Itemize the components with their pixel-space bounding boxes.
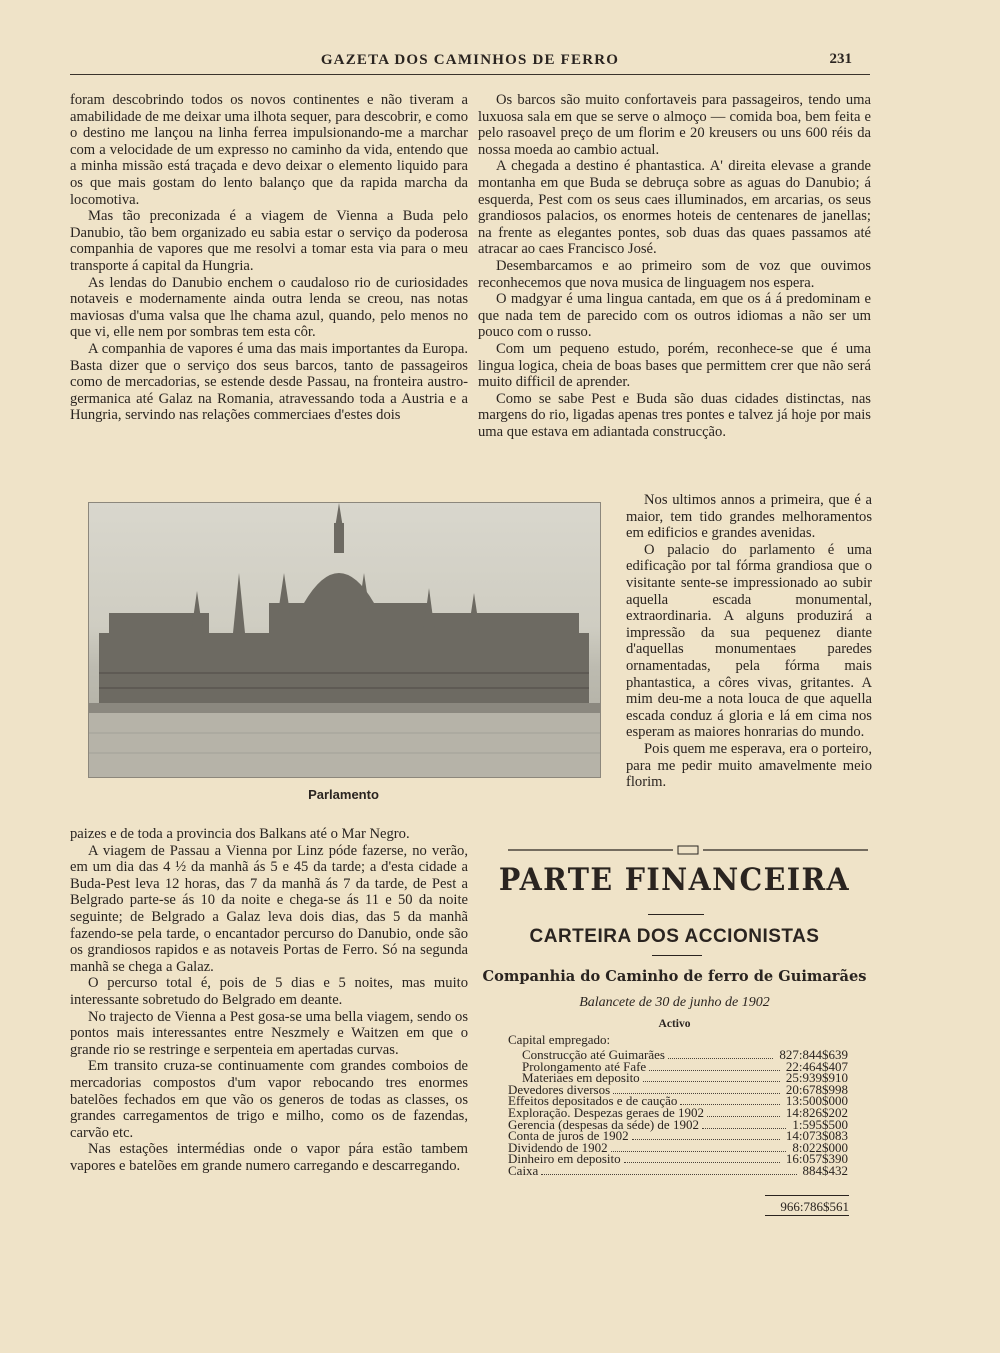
- dotted-leader: [611, 1151, 786, 1152]
- dotted-leader: [632, 1139, 780, 1140]
- row-label: Devedores diversos: [508, 1081, 611, 1097]
- dotted-leader: [707, 1116, 780, 1117]
- divider: [652, 955, 702, 956]
- column-left-bottom: [70, 826, 468, 1174]
- paragraph: Desembarcamos e ao primeiro som de voz que ouvimos reconhecemos que nova musica de linguagem nos espera.: [478, 257, 871, 291]
- row-label: Effeitos depositados e de caução: [508, 1093, 678, 1109]
- paragraph: Com um pequeno estudo, porém, reconhece-se que é uma lingua logica, cheia de boas bases que permittem crer que não será muito difficil de aprender.: [478, 340, 871, 391]
- paragraph: Mas tão preconizada é a viagem de Vienna a Buda pelo Danubio, tão bem organizado eu sabia estar o serviço da poderosa companhia de vapores que me resolvi a tomar esta via para o meu transporte á capital da Hungria.: [70, 208, 468, 274]
- paragraph: O palacio do parlamento é uma edificação por tal fórma grandiosa que o visitante sente-se impressionado ao subir aquella escada monumental, extraordinaria. A alguns produzirá a impressão da sua pequenez diante d'aquellas monumentaes paredes ornamentadas, pela fórma mais phantastica, a côres vivas, gritantes. A mim deu-me a nota louca de que aquella escada conduz á gloria e lá em cima nos esperam as maiores honrarias do mundo.: [626, 541, 872, 741]
- paragraph: No trajecto de Vienna a Pest gosa-se uma bella viagem, sendo os pontos mais interessantes entre Neszmely e Waitzen em que o grande rio se restringe e serpenteia em apertadas curvas.: [70, 1008, 468, 1058]
- row-value: 14:826$202: [785, 1104, 848, 1120]
- company-name: Companhia do Caminho de ferro de Guimarães: [482, 968, 867, 985]
- paragraph: A viagem de Passau a Vienna por Linz póde fazerse, no verão, em um dia das 4 ½ da manhã ás 5 e 45 da tarde; a d'esta cidade a Buda-Pest leva 12 horas, das 7 da manhã ás 7 da tarde, de Pest a Belgrado parte-se ás 10 da noite e chega-se ás 11 e 50 da noite seguinte; de Belgrado a Galaz leva dois dias, das 5 da manhã fazendo-se pela tarde, o encantador percurso do Danubio, onde são os grandiosos rapidos e as notaveis Portas de Ferro. Só na segunda manhã se chega a Galaz.: [70, 842, 468, 975]
- row-value: 16:057$390: [785, 1151, 848, 1167]
- column-right-top: [478, 92, 871, 440]
- row-label: Dinheiro em deposito: [508, 1151, 621, 1167]
- paragraph: A chegada a destino é phantastica. A' direita elevase a grande montanha em que Buda se debruça sobre as aguas do Danubio; á esquerda, Pest com os seus caes illuminados, em arcarias, os seus grandiosos palacios, os enormes hoteis de centenares de janellas; na frente as elegantes pontes, sob duas das quaes passamos até atracar ao caes Francisco José.: [478, 158, 871, 258]
- row-value: 884$432: [802, 1162, 848, 1178]
- paragraph: O madgyar é uma lingua cantada, em que os á á predominam e que nada tem de parecido com os outros idiomas a não ser um pouco com o russo.: [478, 291, 871, 341]
- paragraph: Como se sabe Pest e Buda são duas cidades distinctas, nas margens do rio, ligadas apenas tres pontes e talvez já hoje por mais uma que estava em adiantada construcção.: [478, 390, 871, 440]
- capital-heading: Capital empregado:: [508, 1032, 611, 1047]
- publication-title: GAZETA DOS CAMINHOS DE FERRO: [320, 52, 620, 68]
- paragraph: Os barcos são muito confortaveis para passageiros, tendo uma luxuosa sala em que se serve o almoço — comida boa, bem feita e pelo rasoavel preço de um florim e 20 kreusers ou uns 600 réis da nossa moeda ao cambio actual.: [478, 92, 871, 158]
- row-value: 827:844$639: [779, 1047, 848, 1062]
- row-value: 13:500$000: [785, 1093, 848, 1109]
- row-label: Conta de juros de 1902: [508, 1128, 629, 1144]
- row-value: 22:464$407: [785, 1058, 848, 1074]
- balance-date: Balancete de 30 de junho de 1902: [579, 995, 770, 1010]
- row-label: Materiaes em deposito: [522, 1070, 640, 1086]
- divider: [765, 1215, 849, 1216]
- page-number: 231: [829, 51, 852, 67]
- dotted-leader: [624, 1162, 780, 1163]
- row-label: Dividendo de 1902: [508, 1139, 608, 1155]
- figure-caption: Parlamento: [308, 787, 379, 802]
- parliament-illustration: [89, 503, 600, 777]
- column-left-top: [70, 92, 468, 424]
- dotted-leader: [668, 1058, 773, 1059]
- row-label: Prolongamento até Fafe: [522, 1058, 647, 1074]
- row-value: 1:595$500: [792, 1116, 848, 1132]
- row-label: Gerencia (despesas da séde) de 1902: [508, 1116, 699, 1132]
- table-row: [508, 1162, 848, 1178]
- row-value: 20:678$998: [785, 1081, 848, 1097]
- dotted-leader: [643, 1081, 780, 1082]
- row-value: 25:939$910: [785, 1070, 848, 1086]
- row-label: Caixa: [508, 1162, 539, 1178]
- row-label: Exploração. Despezas geraes de 1902: [508, 1104, 704, 1120]
- page-header: [70, 50, 870, 75]
- divider: [648, 914, 704, 915]
- paragraph: Nos ultimos annos a primeira, que é a maior, tem tido grandes melhoramentos em edificios e grandes avenidas.: [626, 492, 872, 542]
- row-value: 8:022$000: [792, 1139, 848, 1155]
- section-title: PARTE FINANCEIRA: [498, 862, 851, 898]
- balance-total: 966:786$561: [780, 1199, 849, 1214]
- paragraph: A companhia de vapores é uma das mais importantes da Europa. Basta dizer que o serviço dos seus barcos, tanto de passageiros como de mercadorias, se estende desde Passau, na fronteira austro-germanica até Galaz na Romania, atravessando toda a Austria e a Hungria, servindo nas relações commerciaes d'estes dois: [70, 340, 468, 424]
- ornament-rule-icon: [508, 845, 868, 855]
- paragraph: Pois quem me esperava, era o porteiro, para me pedir muito amavelmente meio florim.: [626, 740, 872, 791]
- balance-table: [508, 1049, 848, 1177]
- paragraph: foram descobrindo todos os novos continentes e não tiveram a amabilidade de me deixar uma ilhota sequer, para descobrir, e como o destino me lançou na linha ferrea impulsionando-me a marchar com a velocidade de um expresso no caminho da vida, entendo que a minha missão está traçada e devo deixar o elemento liquido para os que mais gostam do lento balanço que da rapida marcha da locomotiva.: [70, 92, 468, 208]
- row-value: 14:073$083: [785, 1128, 848, 1144]
- dotted-leader: [541, 1174, 797, 1175]
- dotted-leader: [702, 1128, 786, 1129]
- paragraph: O percurso total é, pois de 5 dias e 5 noites, mas muito interessante sobretudo do Belgrado em deante.: [70, 975, 468, 1008]
- paragraph: As lendas do Danubio enchem o caudaloso rio de curiosidades notaveis e modernamente ainda outra lenda se creou, nas notas maviosas d'uma valsa que lhe chama azul, quando, pelo menos no que vi, elle nem por sombras tem esta côr.: [70, 274, 468, 341]
- dotted-leader: [649, 1070, 780, 1071]
- divider: [765, 1195, 849, 1196]
- paragraph: Em transito cruza-se continuamente com grandes comboios de mercadorias compostos d'um vapor rebocando tres enormes batelões fechados em que vão os generos de todas as classes, os grandes carregamentos de trigo e milho, como os de fazendas, carvão etc.: [70, 1058, 468, 1141]
- table-row: [508, 1153, 848, 1165]
- column-right-middle: [626, 492, 872, 791]
- paragraph: paizes e de toda a provincia dos Balkans até o Mar Negro.: [70, 826, 410, 842]
- section-subtitle: CARTEIRA DOS ACCIONISTAS: [529, 926, 820, 947]
- assets-heading: Activo: [658, 1018, 691, 1030]
- parliament-photo: [88, 502, 601, 778]
- paragraph: Nas estações intermédias onde o vapor pára estão tambem vapores e batelões em grande numero carregando e descarregando.: [70, 1141, 468, 1174]
- row-label: Construcção até Guimarães: [522, 1047, 665, 1062]
